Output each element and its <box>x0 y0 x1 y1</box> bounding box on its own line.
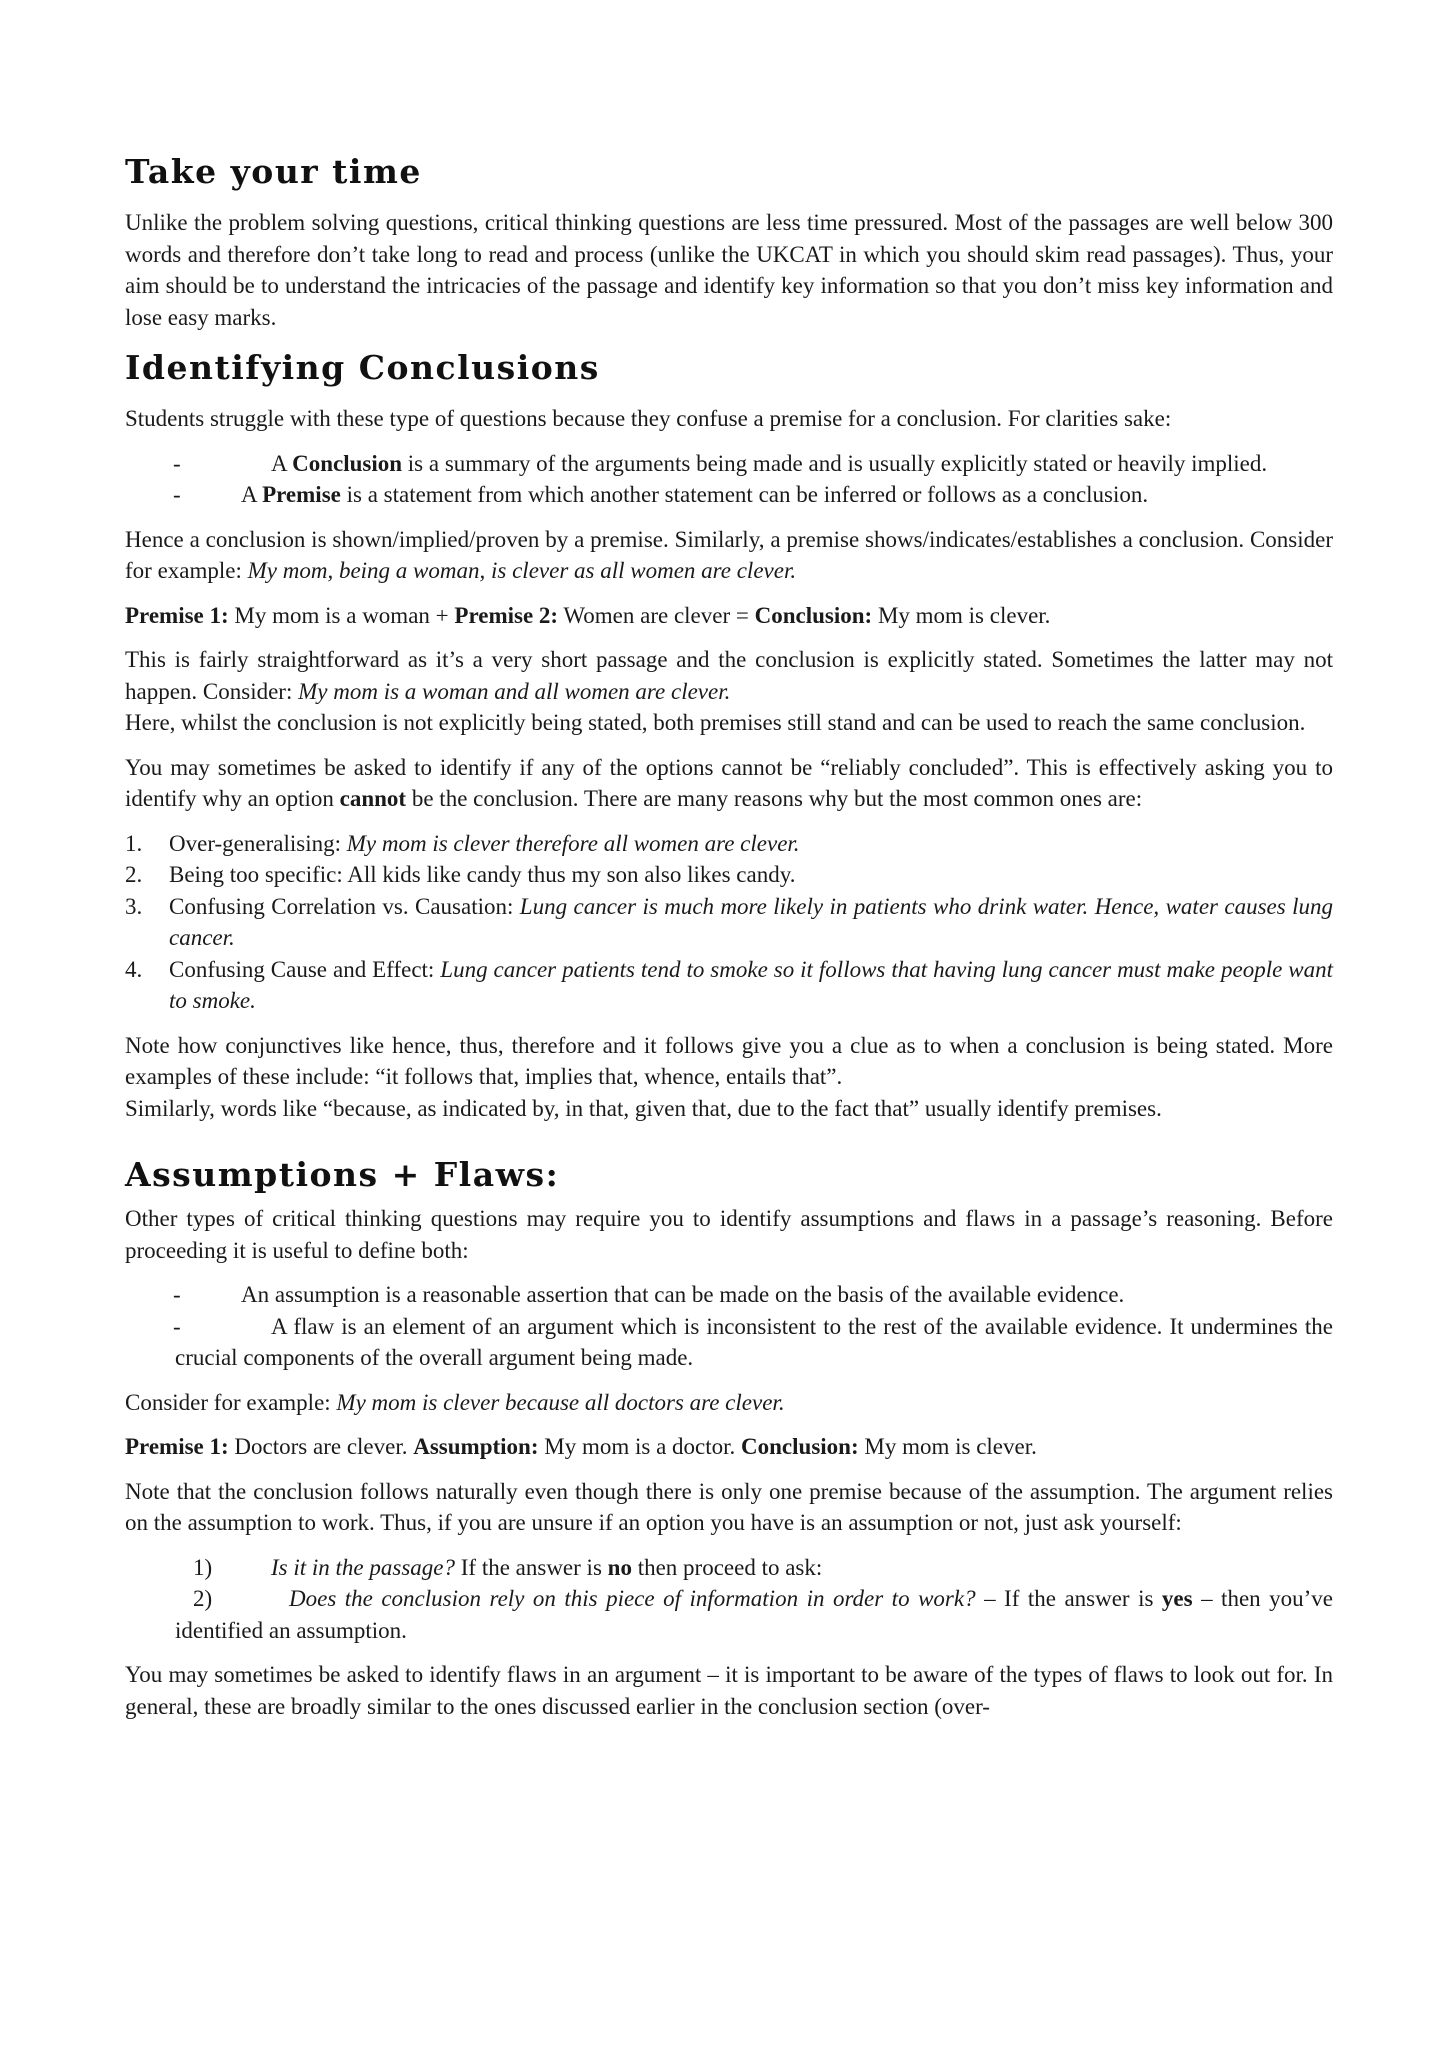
list-item: 2. Being too specific: All kids like candy thus my son also likes candy. <box>125 862 796 887</box>
heading-assumptions-flaws: Assumptions + Flaws: <box>125 1155 560 1194</box>
consider-example-line: Consider for example: My mom is clever because all doctors are clever. <box>125 1389 785 1415</box>
here-paragraph: Here, whilst the conclusion is not explicitly being stated, both premises still stand and can be used to reach the same conclusion. <box>125 710 1306 735</box>
fairly-straightforward-paragraph: This is fairly straightforward as it’s a very short passage and the conclusion is explicitly stated. Sometimes the latter may not happen. Consider: My mom is a woman and all women are clever. <box>125 647 1333 704</box>
list-item: 1) Is it in the passage? If the answer is no then proceed to ask: <box>193 1554 823 1580</box>
reliably-concluded-paragraph: You may sometimes be asked to identify if any of the options cannot be “reliably concluded”. This is effectively asking you to identify why an option cannot be the conclusion. There are many reasons why but the most common ones are: <box>125 754 1333 811</box>
dash-bullet: - <box>173 482 181 507</box>
dash-bullet: - <box>173 1313 181 1339</box>
assumption-note-paragraph: Note that the conclusion follows naturally even though there is only one premise because of the assumption. The argument relies on the assumption to work. Thus, if you are unsure if an option you have is an assumption or not, just ask yourself: <box>125 1478 1333 1535</box>
list-item: 2) Does the conclusion rely on this piece of information in order to work? – If the answer is yes – then you’ve identified an assumption. <box>175 1586 1334 1643</box>
heading-identifying-conclusions: Identifying Conclusions <box>125 348 600 387</box>
conclusions-intro: Students struggle with these type of questions because they confuse a premise for a conclusion. For clarities sake: <box>125 406 1172 431</box>
dash-bullet: - <box>173 450 181 476</box>
document-page <box>125 150 1333 1722</box>
similarly-paragraph: Similarly, words like “because, as indicated by, in that, given that, due to the fact that” usually identify premises. <box>125 1095 1162 1121</box>
list-item: 4. Confusing Cause and Effect: Lung cancer patients tend to smoke so it follows that having lung cancer must make people want to smoke. <box>125 956 1333 1013</box>
flaws-paragraph: You may sometimes be asked to identify flaws in an argument – it is important to be aware of the types of flaws to look out for. In general, these are broadly similar to the ones discussed earlier in the conclusion section (over- <box>125 1662 1333 1719</box>
list-item: - A Premise is a statement from which another statement can be inferred or follows as a conclusion. <box>125 479 1333 511</box>
list-item: - A Conclusion is a summary of the arguments being made and is usually explicitly stated or heavily implied. <box>125 448 1333 480</box>
list-item: - A flaw is an element of an argument which is inconsistent to the rest of the available evidence. It undermines the crucial components of the overall argument being made. <box>125 1311 1333 1374</box>
list-item: 3. Confusing Correlation vs. Causation: Lung cancer is much more likely in patients who drink water. Hence, water causes lung cancer. <box>125 893 1333 950</box>
take-your-time-paragraph: Unlike the problem solving questions, critical thinking questions are less time pressured. Most of the passages are well below 300 words and therefore don’t take long to read and process (unlike the UKCAT in which you should skim read passages). Thus, your aim should be to understand the intricacies of the passage and identify key information so that you don’t miss key information and lose easy marks. <box>125 210 1333 330</box>
assumptions-intro: Other types of critical thinking questions may require you to identify assumptions and flaws in a passage’s reasoning. Before proceeding it is useful to define both: <box>125 1206 1333 1263</box>
dash-bullet: - <box>173 1282 181 1307</box>
reasons-list <box>125 828 1333 1017</box>
conjunctives-paragraph: Note how conjunctives like hence, thus, therefore and it follows give you a clue as to when a conclusion is being stated. More examples of these include: “it follows that, implies that, whence, entails that”. <box>125 1032 1333 1089</box>
assumption-definitions-list <box>125 1279 1333 1374</box>
premise-conclusion-line: Premise 1: My mom is a woman + Premise 2: Women are clever = Conclusion: My mom is clever. <box>125 602 1051 628</box>
premise-assumption-line: Premise 1: Doctors are clever. Assumption: My mom is a doctor. Conclusion: My mom is clever. <box>125 1434 1037 1459</box>
list-item: 1. Over-generalising: My mom is clever therefore all women are clever. <box>125 830 800 856</box>
conclusion-definitions-list <box>125 448 1333 511</box>
hence-paragraph: Hence a conclusion is shown/implied/proven by a premise. Similarly, a premise shows/indicates/establishes a conclusion. Consider for example: My mom, being a woman, is clever as all women are clever. <box>125 526 1333 583</box>
assumption-questions-list <box>125 1552 1333 1647</box>
heading-take-your-time: Take your time <box>125 152 422 191</box>
list-item: - An assumption is a reasonable assertion that can be made on the basis of the available evidence. <box>125 1279 1333 1311</box>
